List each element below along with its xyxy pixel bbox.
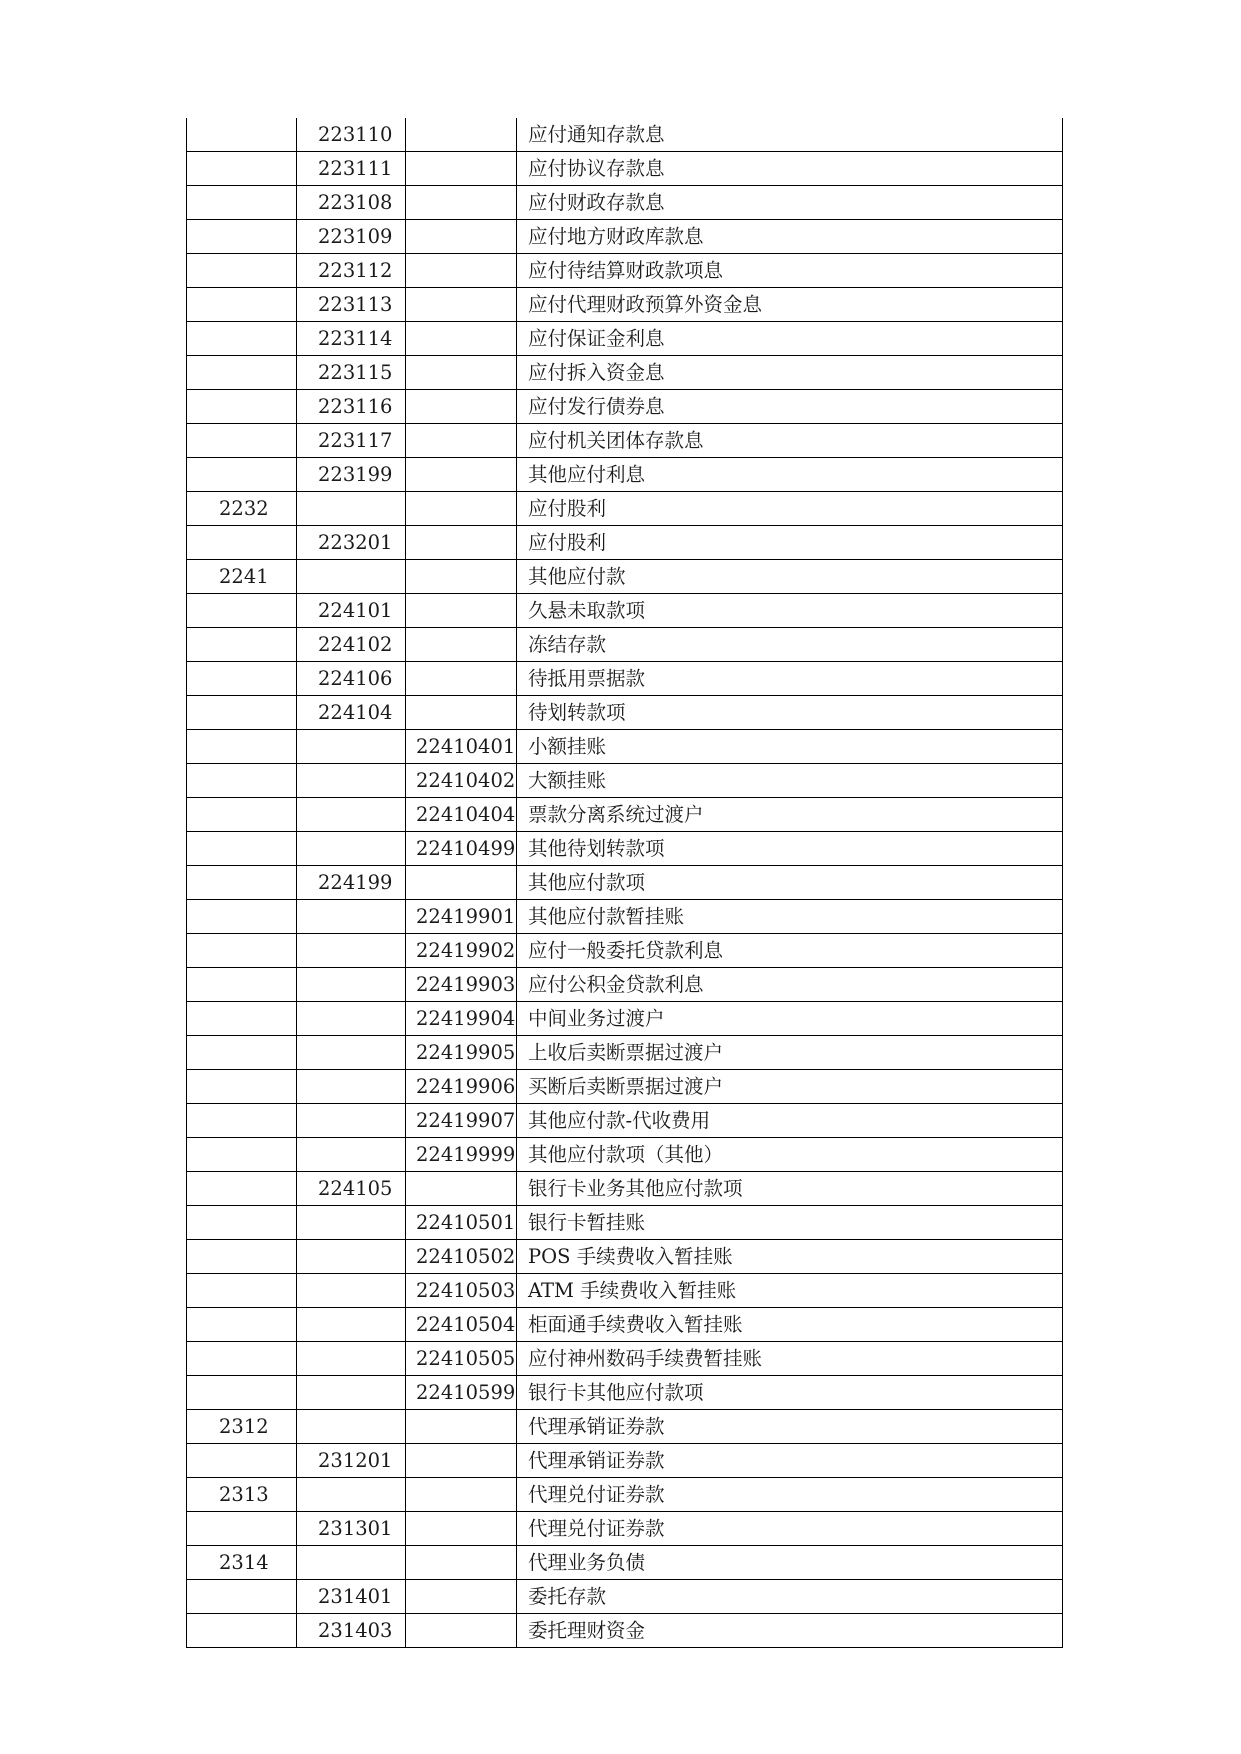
level2-code-cell bbox=[297, 1070, 406, 1104]
level2-code-cell: 231403 bbox=[297, 1614, 406, 1648]
level1-code-cell bbox=[187, 1206, 297, 1240]
account-name-cell: 应付神州数码手续费暂挂账 bbox=[517, 1342, 1063, 1376]
level1-code-cell bbox=[187, 152, 297, 186]
level3-code-cell bbox=[406, 424, 517, 458]
account-name-cell: 应付股利 bbox=[517, 526, 1063, 560]
level2-code-cell: 224104 bbox=[297, 696, 406, 730]
level1-code-cell bbox=[187, 356, 297, 390]
level3-code-cell bbox=[406, 1546, 517, 1580]
account-name-cell: 应付机关团体存款息 bbox=[517, 424, 1063, 458]
level3-code-cell bbox=[406, 458, 517, 492]
account-name-cell: 久悬未取款项 bbox=[517, 594, 1063, 628]
level2-code-cell: 223108 bbox=[297, 186, 406, 220]
level1-code-cell bbox=[187, 866, 297, 900]
level3-code-cell: 22410502 bbox=[406, 1240, 517, 1274]
level2-code-cell: 224105 bbox=[297, 1172, 406, 1206]
table-row bbox=[187, 1342, 1063, 1376]
level2-code-cell bbox=[297, 934, 406, 968]
level3-code-cell: 22410402 bbox=[406, 764, 517, 798]
table-row bbox=[187, 798, 1063, 832]
account-name-cell: 银行卡暂挂账 bbox=[517, 1206, 1063, 1240]
level2-code-cell: 224102 bbox=[297, 628, 406, 662]
level3-code-cell bbox=[406, 526, 517, 560]
account-name-cell: 大额挂账 bbox=[517, 764, 1063, 798]
account-name-cell: 银行卡业务其他应付款项 bbox=[517, 1172, 1063, 1206]
level1-code-cell bbox=[187, 458, 297, 492]
level2-code-cell: 223199 bbox=[297, 458, 406, 492]
account-name-cell: 其他应付款暂挂账 bbox=[517, 900, 1063, 934]
account-name-cell: 应付财政存款息 bbox=[517, 186, 1063, 220]
table-row bbox=[187, 1172, 1063, 1206]
table-row bbox=[187, 1614, 1063, 1648]
level3-code-cell bbox=[406, 254, 517, 288]
account-name-cell: 其他应付款项（其他） bbox=[517, 1138, 1063, 1172]
level3-code-cell: 22410504 bbox=[406, 1308, 517, 1342]
level2-code-cell bbox=[297, 730, 406, 764]
level3-code-cell: 22410599 bbox=[406, 1376, 517, 1410]
table-row bbox=[187, 1308, 1063, 1342]
account-name-cell: 代理兑付证券款 bbox=[517, 1478, 1063, 1512]
level2-code-cell: 223115 bbox=[297, 356, 406, 390]
level1-code-cell bbox=[187, 662, 297, 696]
level3-code-cell bbox=[406, 390, 517, 424]
table-row bbox=[187, 594, 1063, 628]
table-row bbox=[187, 1138, 1063, 1172]
level2-code-cell bbox=[297, 798, 406, 832]
table-row bbox=[187, 1206, 1063, 1240]
level3-code-cell bbox=[406, 1614, 517, 1648]
table-row bbox=[187, 900, 1063, 934]
level2-code-cell: 223111 bbox=[297, 152, 406, 186]
table-row bbox=[187, 254, 1063, 288]
level1-code-cell bbox=[187, 1172, 297, 1206]
level1-code-cell bbox=[187, 934, 297, 968]
level1-code-cell bbox=[187, 1138, 297, 1172]
level2-code-cell bbox=[297, 1002, 406, 1036]
level3-code-cell bbox=[406, 662, 517, 696]
table-row bbox=[187, 730, 1063, 764]
account-name-cell: 代理承销证券款 bbox=[517, 1410, 1063, 1444]
account-name-cell: 应付保证金利息 bbox=[517, 322, 1063, 356]
level1-code-cell bbox=[187, 424, 297, 458]
level2-code-cell: 231301 bbox=[297, 1512, 406, 1546]
level1-code-cell bbox=[187, 254, 297, 288]
account-name-cell: 待划转款项 bbox=[517, 696, 1063, 730]
account-name-cell: ATM 手续费收入暂挂账 bbox=[517, 1274, 1063, 1308]
level2-code-cell bbox=[297, 900, 406, 934]
level2-code-cell bbox=[297, 1240, 406, 1274]
table-row bbox=[187, 390, 1063, 424]
table-row bbox=[187, 1580, 1063, 1614]
account-name-cell: 代理承销证券款 bbox=[517, 1444, 1063, 1478]
account-name-cell: 其他应付款-代收费用 bbox=[517, 1104, 1063, 1138]
table-row bbox=[187, 1240, 1063, 1274]
level1-code-cell bbox=[187, 730, 297, 764]
level1-code-cell bbox=[187, 696, 297, 730]
table-row bbox=[187, 832, 1063, 866]
level3-code-cell bbox=[406, 322, 517, 356]
level2-code-cell: 223113 bbox=[297, 288, 406, 322]
level2-code-cell: 223117 bbox=[297, 424, 406, 458]
account-name-cell: 小额挂账 bbox=[517, 730, 1063, 764]
table-row bbox=[187, 152, 1063, 186]
level1-code-cell bbox=[187, 968, 297, 1002]
level3-code-cell bbox=[406, 560, 517, 594]
level1-code-cell bbox=[187, 288, 297, 322]
level2-code-cell: 224106 bbox=[297, 662, 406, 696]
table-row bbox=[187, 662, 1063, 696]
level2-code-cell: 223110 bbox=[297, 118, 406, 152]
level3-code-cell bbox=[406, 1444, 517, 1478]
level3-code-cell: 22419903 bbox=[406, 968, 517, 1002]
account-name-cell: 应付公积金贷款利息 bbox=[517, 968, 1063, 1002]
account-name-cell: 买断后卖断票据过渡户 bbox=[517, 1070, 1063, 1104]
level1-code-cell bbox=[187, 798, 297, 832]
table-row bbox=[187, 424, 1063, 458]
table-row bbox=[187, 322, 1063, 356]
level1-code-cell bbox=[187, 1308, 297, 1342]
level1-code-cell bbox=[187, 628, 297, 662]
table-row bbox=[187, 968, 1063, 1002]
account-name-cell: 柜面通手续费收入暂挂账 bbox=[517, 1308, 1063, 1342]
table-row bbox=[187, 560, 1063, 594]
level2-code-cell: 223114 bbox=[297, 322, 406, 356]
account-name-cell: 代理业务负债 bbox=[517, 1546, 1063, 1580]
level2-code-cell bbox=[297, 1546, 406, 1580]
account-name-cell: 中间业务过渡户 bbox=[517, 1002, 1063, 1036]
account-name-cell: 委托存款 bbox=[517, 1580, 1063, 1614]
level2-code-cell bbox=[297, 1342, 406, 1376]
level1-code-cell bbox=[187, 322, 297, 356]
level1-code-cell bbox=[187, 1104, 297, 1138]
level2-code-cell bbox=[297, 560, 406, 594]
table-row bbox=[187, 1036, 1063, 1070]
level1-code-cell bbox=[187, 186, 297, 220]
level3-code-cell bbox=[406, 1512, 517, 1546]
table-row bbox=[187, 1478, 1063, 1512]
table-row bbox=[187, 1104, 1063, 1138]
level3-code-cell: 22419907 bbox=[406, 1104, 517, 1138]
level3-code-cell bbox=[406, 1172, 517, 1206]
level2-code-cell bbox=[297, 1206, 406, 1240]
table-row bbox=[187, 118, 1063, 152]
level1-code-cell bbox=[187, 1342, 297, 1376]
table-row bbox=[187, 220, 1063, 254]
level2-code-cell bbox=[297, 764, 406, 798]
account-name-cell: 应付股利 bbox=[517, 492, 1063, 526]
table-row bbox=[187, 1410, 1063, 1444]
level3-code-cell bbox=[406, 866, 517, 900]
level3-code-cell: 22410501 bbox=[406, 1206, 517, 1240]
account-code-table bbox=[186, 118, 1063, 1648]
table-row bbox=[187, 696, 1063, 730]
document-page bbox=[186, 118, 1062, 1648]
account-name-cell: 其他应付款项 bbox=[517, 866, 1063, 900]
level1-code-cell bbox=[187, 832, 297, 866]
table-row bbox=[187, 1376, 1063, 1410]
table-row bbox=[187, 492, 1063, 526]
account-name-cell: 上收后卖断票据过渡户 bbox=[517, 1036, 1063, 1070]
level1-code-cell bbox=[187, 1614, 297, 1648]
level2-code-cell: 223116 bbox=[297, 390, 406, 424]
level2-code-cell: 223201 bbox=[297, 526, 406, 560]
level1-code-cell bbox=[187, 1274, 297, 1308]
table-row bbox=[187, 866, 1063, 900]
account-name-cell: 待抵用票据款 bbox=[517, 662, 1063, 696]
account-name-cell: 票款分离系统过渡户 bbox=[517, 798, 1063, 832]
level1-code-cell bbox=[187, 1070, 297, 1104]
level3-code-cell bbox=[406, 220, 517, 254]
level3-code-cell: 22410404 bbox=[406, 798, 517, 832]
level1-code-cell: 2314 bbox=[187, 1546, 297, 1580]
account-table-body bbox=[187, 118, 1063, 1648]
level2-code-cell bbox=[297, 1104, 406, 1138]
account-name-cell: 其他应付利息 bbox=[517, 458, 1063, 492]
table-row bbox=[187, 1274, 1063, 1308]
account-name-cell: 应付通知存款息 bbox=[517, 118, 1063, 152]
level1-code-cell: 2312 bbox=[187, 1410, 297, 1444]
account-name-cell: 应付地方财政库款息 bbox=[517, 220, 1063, 254]
level3-code-cell bbox=[406, 152, 517, 186]
level1-code-cell bbox=[187, 900, 297, 934]
level3-code-cell bbox=[406, 186, 517, 220]
level1-code-cell bbox=[187, 1240, 297, 1274]
level3-code-cell bbox=[406, 696, 517, 730]
level2-code-cell bbox=[297, 1376, 406, 1410]
table-row bbox=[187, 186, 1063, 220]
level1-code-cell bbox=[187, 1512, 297, 1546]
table-row bbox=[187, 288, 1063, 322]
account-name-cell: POS 手续费收入暂挂账 bbox=[517, 1240, 1063, 1274]
level3-code-cell: 22419902 bbox=[406, 934, 517, 968]
account-name-cell: 冻结存款 bbox=[517, 628, 1063, 662]
table-row bbox=[187, 356, 1063, 390]
level2-code-cell bbox=[297, 1138, 406, 1172]
level3-code-cell bbox=[406, 1410, 517, 1444]
level1-code-cell: 2241 bbox=[187, 560, 297, 594]
level3-code-cell bbox=[406, 628, 517, 662]
level1-code-cell bbox=[187, 764, 297, 798]
level2-code-cell bbox=[297, 1036, 406, 1070]
level1-code-cell: 2313 bbox=[187, 1478, 297, 1512]
table-row bbox=[187, 1444, 1063, 1478]
account-name-cell: 委托理财资金 bbox=[517, 1614, 1063, 1648]
level2-code-cell: 231401 bbox=[297, 1580, 406, 1614]
account-name-cell: 应付代理财政预算外资金息 bbox=[517, 288, 1063, 322]
level3-code-cell bbox=[406, 492, 517, 526]
account-name-cell: 应付一般委托贷款利息 bbox=[517, 934, 1063, 968]
table-row bbox=[187, 1512, 1063, 1546]
level2-code-cell bbox=[297, 1410, 406, 1444]
level2-code-cell bbox=[297, 1274, 406, 1308]
level2-code-cell: 224101 bbox=[297, 594, 406, 628]
table-row bbox=[187, 1070, 1063, 1104]
account-name-cell: 银行卡其他应付款项 bbox=[517, 1376, 1063, 1410]
level3-code-cell: 22419901 bbox=[406, 900, 517, 934]
level1-code-cell bbox=[187, 1036, 297, 1070]
level1-code-cell bbox=[187, 1002, 297, 1036]
level3-code-cell: 22410401 bbox=[406, 730, 517, 764]
level3-code-cell bbox=[406, 288, 517, 322]
level2-code-cell bbox=[297, 492, 406, 526]
level2-code-cell bbox=[297, 832, 406, 866]
level1-code-cell: 2232 bbox=[187, 492, 297, 526]
level1-code-cell bbox=[187, 526, 297, 560]
level2-code-cell: 231201 bbox=[297, 1444, 406, 1478]
level3-code-cell: 22410499 bbox=[406, 832, 517, 866]
account-name-cell: 应付待结算财政款项息 bbox=[517, 254, 1063, 288]
table-row bbox=[187, 526, 1063, 560]
level2-code-cell: 223112 bbox=[297, 254, 406, 288]
level3-code-cell bbox=[406, 1580, 517, 1614]
table-row bbox=[187, 764, 1063, 798]
level3-code-cell: 22419906 bbox=[406, 1070, 517, 1104]
table-row bbox=[187, 628, 1063, 662]
account-name-cell: 应付发行债券息 bbox=[517, 390, 1063, 424]
level1-code-cell bbox=[187, 1376, 297, 1410]
account-name-cell: 应付协议存款息 bbox=[517, 152, 1063, 186]
level1-code-cell bbox=[187, 220, 297, 254]
level2-code-cell bbox=[297, 1308, 406, 1342]
account-name-cell: 其他待划转款项 bbox=[517, 832, 1063, 866]
level1-code-cell bbox=[187, 118, 297, 152]
level3-code-cell bbox=[406, 1478, 517, 1512]
level3-code-cell: 22410505 bbox=[406, 1342, 517, 1376]
level3-code-cell bbox=[406, 356, 517, 390]
level3-code-cell: 22419999 bbox=[406, 1138, 517, 1172]
level1-code-cell bbox=[187, 1580, 297, 1614]
account-name-cell: 代理兑付证券款 bbox=[517, 1512, 1063, 1546]
level1-code-cell bbox=[187, 1444, 297, 1478]
level3-code-cell: 22410503 bbox=[406, 1274, 517, 1308]
level2-code-cell bbox=[297, 1478, 406, 1512]
level3-code-cell: 22419905 bbox=[406, 1036, 517, 1070]
level3-code-cell bbox=[406, 594, 517, 628]
account-name-cell: 应付拆入资金息 bbox=[517, 356, 1063, 390]
level2-code-cell: 223109 bbox=[297, 220, 406, 254]
table-row bbox=[187, 1546, 1063, 1580]
table-row bbox=[187, 458, 1063, 492]
account-name-cell: 其他应付款 bbox=[517, 560, 1063, 594]
table-row bbox=[187, 1002, 1063, 1036]
level3-code-cell bbox=[406, 118, 517, 152]
level3-code-cell: 22419904 bbox=[406, 1002, 517, 1036]
table-row bbox=[187, 934, 1063, 968]
level2-code-cell bbox=[297, 968, 406, 1002]
level1-code-cell bbox=[187, 594, 297, 628]
level1-code-cell bbox=[187, 390, 297, 424]
level2-code-cell: 224199 bbox=[297, 866, 406, 900]
